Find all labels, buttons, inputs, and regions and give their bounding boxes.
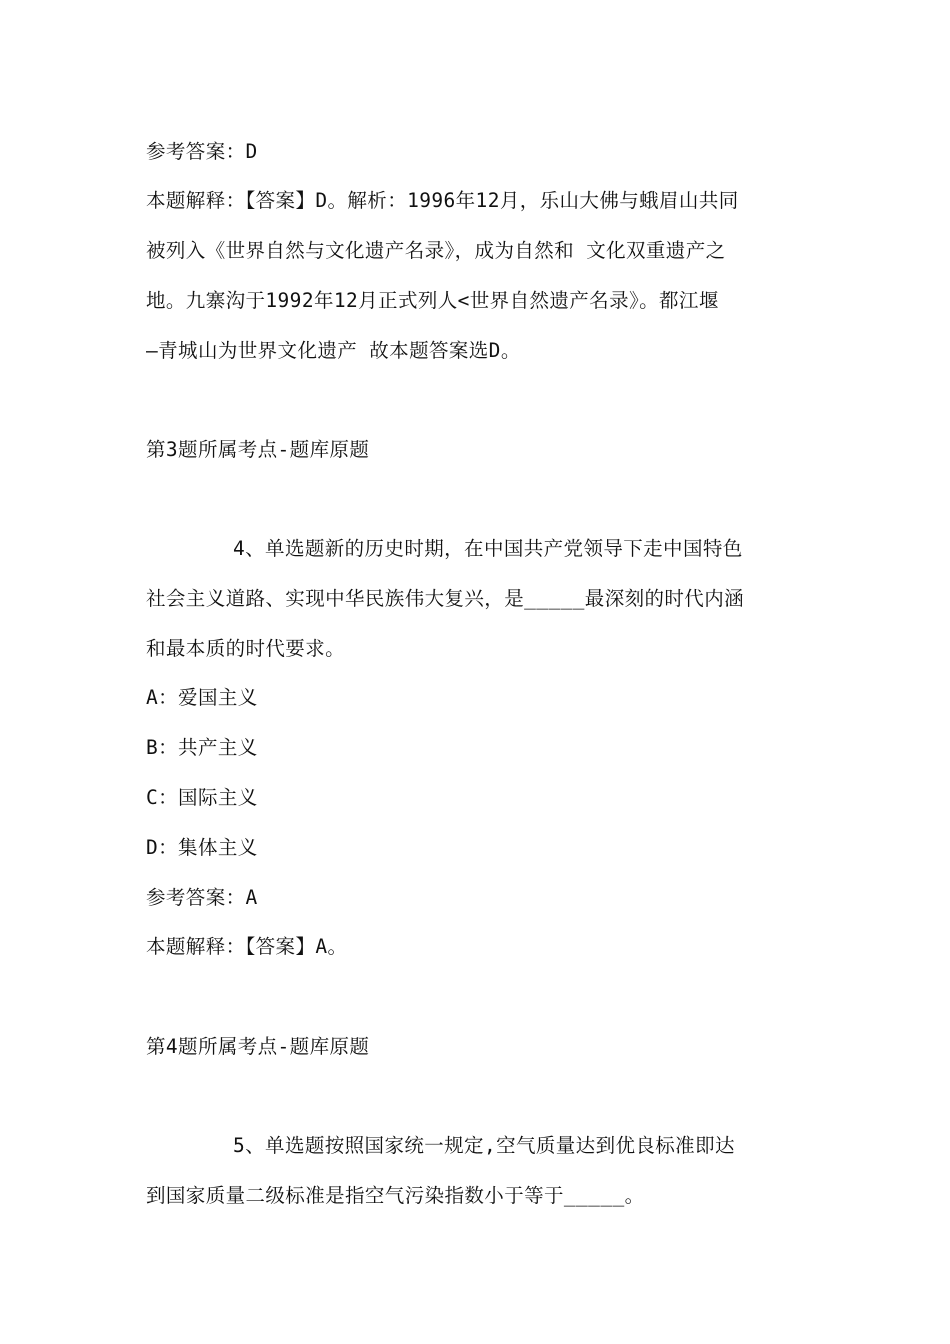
q4-answer: 参考答案：A xyxy=(146,886,258,909)
q4-explanation: 本题解释：【答案】A。 xyxy=(146,935,348,958)
q4-stem-line-1: 4、单选题新的历史时期，在中国共产党领导下走中国特色 xyxy=(233,537,743,560)
q4-topic: 第4题所属考点-题库原题 xyxy=(146,1035,370,1058)
q5-stem-line-2: 到国家质量二级标准是指空气污染指数小于等于_____。 xyxy=(146,1184,645,1207)
q4-option-b: B：共产主义 xyxy=(146,736,258,759)
q3-topic: 第3题所属考点-题库原题 xyxy=(146,438,370,461)
q5-stem-line-1: 5、单选题按照国家统一规定,空气质量达到优良标准即达 xyxy=(233,1134,735,1157)
q4-option-c: C：国际主义 xyxy=(146,786,258,809)
q4-stem-line-2: 社会主义道路、实现中华民族伟大复兴，是_____最深刻的时代内涵 xyxy=(146,587,745,610)
q3-answer: 参考答案：D xyxy=(146,140,258,163)
q4-option-a: A：爱国主义 xyxy=(146,686,258,709)
q3-explanation-line-4: —青城山为世界文化遗产 故本题答案选D。 xyxy=(146,339,521,362)
q4-option-d: D：集体主义 xyxy=(146,836,258,859)
q3-explanation-line-1: 本题解释：【答案】D。解析：1996年12月，乐山大佛与蛾眉山共同 xyxy=(146,189,739,212)
q3-explanation-line-2: 被列入《世界自然与文化遗产名录》，成为自然和 文化双重遗产之 xyxy=(146,239,726,262)
q4-stem-line-3: 和最本质的时代要求。 xyxy=(146,637,346,660)
q3-explanation-line-3: 地。九寨沟于1992年12月正式列人<世界自然遗产名录》。都江堰 xyxy=(146,289,719,312)
